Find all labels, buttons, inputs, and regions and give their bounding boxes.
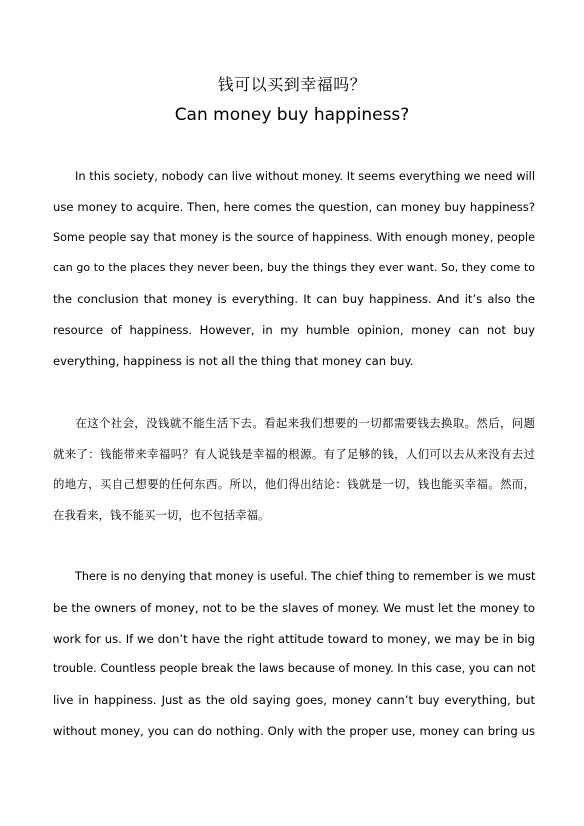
paragraph-1-line: the conclusion that money is everything. It can buy happiness. And it’s also the bbox=[53, 292, 535, 307]
paragraph-3-line: trouble. Countless people break the laws because of money. In this case, you can not bbox=[53, 662, 536, 676]
paragraph-2 bbox=[53, 408, 535, 530]
paragraph-1-line: In this society, nobody can live without money. It seems everything we need will bbox=[75, 169, 535, 183]
paragraph-3-line: live in happiness. Just as the old saying goes, money cann’t buy everything, but bbox=[53, 693, 535, 708]
paragraph-1-line: can go to the places they never been, buy the things they ever want. So, they come to bbox=[53, 261, 535, 275]
paragraph-2-line: 在我看来，钱不能买一切，也不包括幸福。 bbox=[53, 507, 270, 522]
paragraph-3-line: There is no denying that money is useful. The chief thing to remember is we must bbox=[75, 570, 536, 583]
paragraph-3 bbox=[53, 562, 535, 747]
title-block bbox=[0, 73, 584, 127]
paragraph-2-line: 就来了：钱能带来幸福吗？有人说钱是幸福的根源。有了足够的钱，人们可以去从来没有去过 bbox=[53, 446, 535, 461]
paragraph-1-line: Some people say that money is the source of happiness. With enough money, people bbox=[53, 230, 535, 244]
paragraph-2-line: 的地方，买自己想要的任何东西。所以，他们得出结论：钱就是一切，钱也能买幸福。然而， bbox=[53, 477, 535, 491]
title-english: Can money buy happiness? bbox=[174, 105, 410, 125]
paragraph-3-line: be the owners of money, not to be the slaves of money. We must let the money to bbox=[53, 600, 535, 615]
paragraph-3-line: work for us. If we don’t have the right attitude toward to money, we may be in big bbox=[53, 631, 535, 646]
paragraph-1-line: everything, happiness is not all the thing that money can buy. bbox=[53, 353, 414, 368]
paragraph-1-line: resource of happiness. However, in my humble opinion, money can not buy bbox=[53, 322, 535, 337]
title-chinese: 钱可以买到幸福吗？ bbox=[217, 75, 367, 94]
paragraph-3-line: without money, you can do nothing. Only with the proper use, money can bring us bbox=[53, 723, 535, 738]
paragraph-1 bbox=[53, 161, 535, 377]
paragraph-2-line: 在这个社会，没钱就不能生活下去。看起来我们想要的一切都需要钱去换取。然后，问题 bbox=[75, 416, 535, 430]
paragraph-1-line: use money to acquire. Then, here comes the question, can money buy happiness? bbox=[53, 199, 535, 214]
